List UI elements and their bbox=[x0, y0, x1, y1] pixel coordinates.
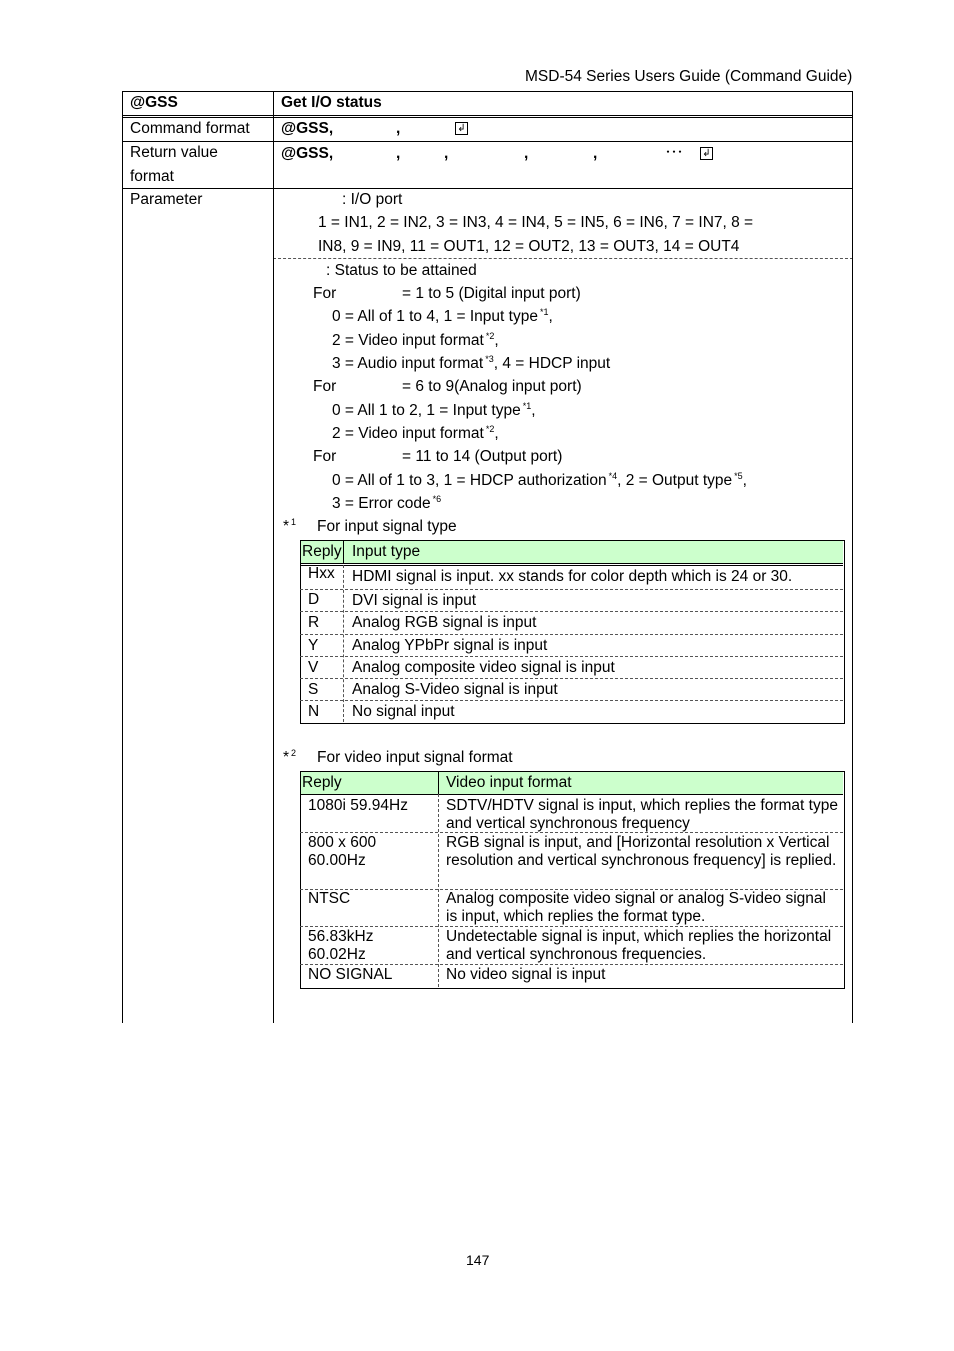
command-format-separator: , bbox=[396, 120, 401, 137]
table-cell-reply: Hxx bbox=[308, 565, 335, 582]
digital-option-end: , bbox=[548, 308, 553, 325]
table-cell-description: Analog RGB signal is input bbox=[352, 614, 537, 631]
table-cell-reply: Y bbox=[308, 637, 319, 654]
footnote-ref: *1 bbox=[539, 306, 549, 317]
table-cell-reply: R bbox=[308, 614, 320, 631]
note-marker-star: * bbox=[283, 518, 290, 535]
io-port-values-line-2: IN8, 9 = IN9, 11 = OUT1, 12 = OUT2, 13 = OUT3, 14 = OUT4 bbox=[318, 238, 740, 255]
digital-option-line-3 bbox=[332, 355, 610, 373]
digital-option-line-2 bbox=[332, 332, 499, 350]
note-marker-number: 1 bbox=[291, 516, 297, 527]
return-format-separator: , bbox=[396, 145, 401, 162]
return-format-separator: , bbox=[444, 145, 449, 162]
table-cell-reply: 56.83kHz 60.02Hz bbox=[308, 928, 374, 963]
digital-option-text: 0 = All of 1 to 4, 1 = Input type bbox=[332, 308, 538, 325]
analog-option-end: , bbox=[494, 425, 499, 442]
analog-option-text: 0 = All 1 to 2, 1 = Input type bbox=[332, 402, 521, 419]
note2-marker bbox=[283, 749, 296, 767]
io-port-values-line-1: 1 = IN1, 2 = IN2, 3 = IN3, 4 = IN4, 5 = IN5, 6 = IN6, 7 = IN7, 8 = bbox=[318, 214, 754, 231]
table-cell-description: Analog S-Video signal is input bbox=[352, 681, 558, 698]
footnote-ref: *5 bbox=[734, 470, 743, 481]
analog-option-end: , bbox=[531, 402, 536, 419]
note1-marker bbox=[283, 518, 296, 536]
command-format-label: Command format bbox=[130, 120, 250, 137]
digital-option-end: , 4 = HDCP input bbox=[493, 355, 611, 372]
note1-title: For input signal type bbox=[317, 518, 457, 535]
footnote-ref: *1 bbox=[522, 400, 532, 411]
footnote-ref: *3 bbox=[485, 353, 494, 364]
enter-icon: ↲ bbox=[700, 147, 713, 160]
command-format-value: @GSS, bbox=[281, 120, 334, 137]
io-port-title: : I/O port bbox=[342, 191, 403, 208]
digital-range: = 1 to 5 (Digital input port) bbox=[402, 285, 581, 302]
table-header-input-type: Input type bbox=[352, 543, 421, 560]
table-cell-reply: NO SIGNAL bbox=[308, 966, 393, 983]
footnote-ref: *2 bbox=[485, 330, 495, 341]
table-header-reply: Reply bbox=[302, 543, 342, 560]
table-cell-reply: 1080i 59.94Hz bbox=[308, 797, 408, 814]
for-label: For bbox=[313, 448, 337, 465]
parameter-label: Parameter bbox=[130, 191, 203, 208]
table-cell-reply: S bbox=[308, 681, 319, 698]
digital-option-line-1 bbox=[332, 308, 553, 326]
table-cell-description: RGB signal is input, and [Horizontal resolution x Vertical resolution and vertical synchronous frequency] is replied. bbox=[446, 834, 837, 869]
output-option-text: 0 = All of 1 to 3, 1 = HDCP authorization bbox=[332, 472, 607, 489]
table-cell-reply: D bbox=[308, 591, 320, 608]
table-cell-description: Analog YPbPr signal is input bbox=[352, 637, 548, 654]
analog-option-text: 2 = Video input format bbox=[332, 425, 484, 442]
table-cell-description: No video signal is input bbox=[446, 966, 606, 983]
output-option-line-2 bbox=[332, 495, 441, 513]
return-format-label-2: format bbox=[130, 168, 174, 185]
return-format-separator: , bbox=[593, 145, 598, 162]
output-option-end: , bbox=[742, 472, 747, 489]
table-cell-description: Analog composite video signal is input bbox=[352, 659, 615, 676]
document-header-title: MSD-54 Series Users Guide (Command Guide) bbox=[525, 68, 853, 85]
return-format-ellipsis: ･･･ bbox=[665, 145, 684, 159]
table-cell-description: SDTV/HDTV signal is input, which replies the format type and vertical synchronous frequency bbox=[446, 797, 838, 832]
output-option-text: 3 = Error code bbox=[332, 495, 431, 512]
return-format-value: @GSS, bbox=[281, 145, 334, 162]
digital-option-text: 3 = Audio input format bbox=[332, 355, 484, 372]
table-header-video-format: Video input format bbox=[446, 774, 572, 791]
table-cell-description: Undetectable signal is input, which replies the horizontal and vertical synchronous frequencies. bbox=[446, 928, 832, 963]
table-cell-reply: N bbox=[308, 703, 320, 720]
command-name: @GSS bbox=[130, 94, 178, 111]
table-cell-description: HDMI signal is input. xx stands for color depth which is 24 or 30. bbox=[352, 568, 793, 585]
table-cell-description: Analog composite video signal or analog S-video signal is input, which replies the format type. bbox=[446, 890, 826, 925]
table-cell-description: No signal input bbox=[352, 703, 455, 720]
note2-title: For video input signal format bbox=[317, 749, 513, 766]
table-cell-description: DVI signal is input bbox=[352, 592, 477, 609]
for-label: For bbox=[313, 285, 337, 302]
digital-option-end: , bbox=[494, 332, 499, 349]
footnote-ref: *6 bbox=[432, 493, 442, 504]
table-cell-reply: V bbox=[308, 659, 319, 676]
return-format-separator: , bbox=[524, 145, 529, 162]
status-title: : Status to be attained bbox=[326, 262, 477, 279]
digital-option-text: 2 = Video input format bbox=[332, 332, 484, 349]
table-cell-reply: 800 x 600 60.00Hz bbox=[308, 834, 377, 869]
analog-option-line-1 bbox=[332, 402, 536, 420]
return-format-label-1: Return value bbox=[130, 144, 218, 161]
output-option-mid: , 2 = Output type bbox=[617, 472, 733, 489]
table-cell-reply: NTSC bbox=[308, 890, 351, 907]
output-range: = 11 to 14 (Output port) bbox=[402, 448, 563, 465]
for-label: For bbox=[313, 378, 337, 395]
output-option-line-1 bbox=[332, 472, 747, 490]
footnote-ref: *2 bbox=[485, 423, 495, 434]
command-description: Get I/O status bbox=[281, 94, 382, 111]
analog-option-line-2 bbox=[332, 425, 499, 443]
note-marker-star: * bbox=[283, 749, 290, 766]
enter-icon: ↲ bbox=[455, 122, 468, 135]
page-number: 147 bbox=[466, 1252, 490, 1268]
footnote-ref: *4 bbox=[608, 470, 618, 481]
note-marker-number: 2 bbox=[291, 747, 297, 758]
analog-range: = 6 to 9(Analog input port) bbox=[402, 378, 582, 395]
table-header-reply: Reply bbox=[302, 774, 342, 791]
